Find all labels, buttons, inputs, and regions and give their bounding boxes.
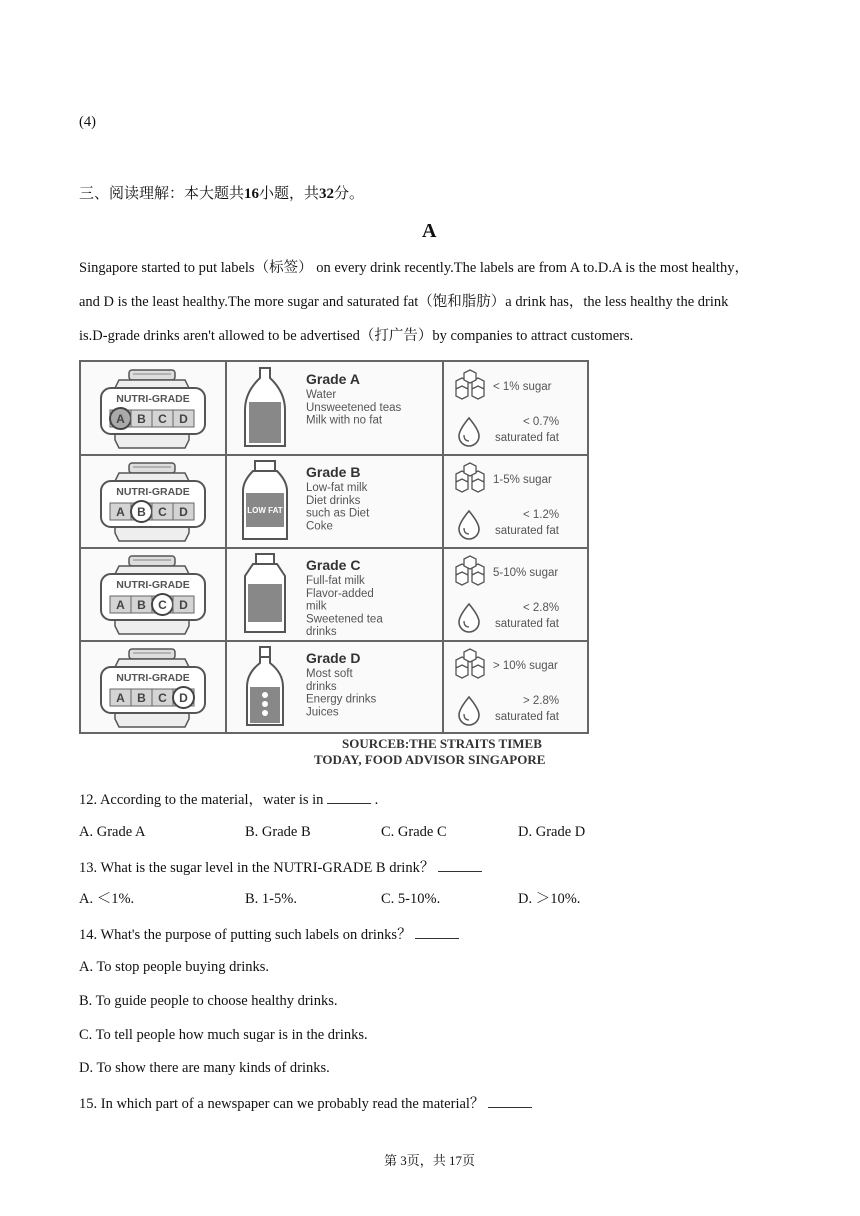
- sugar-cube: [464, 649, 476, 662]
- sugar-cube: [456, 479, 468, 492]
- sugar-cube: [464, 370, 476, 383]
- question-12-stem: [79, 791, 378, 808]
- q14-option-c: C. To tell people how much sugar is in the drinks.: [79, 1027, 368, 1043]
- grade-example-item: Most soft: [306, 668, 353, 680]
- badge-letter: A: [116, 598, 125, 612]
- answer-blank: [438, 859, 482, 872]
- nutri-grade-chart: [79, 360, 591, 770]
- badge-letter: C: [158, 412, 167, 426]
- badge-letter: C: [158, 691, 167, 705]
- sugar-cube: [472, 479, 484, 492]
- sugar-cube: [456, 665, 468, 678]
- badge-letter: A: [116, 691, 125, 705]
- q13-option-a: A. ＜1%.: [79, 891, 135, 907]
- fat-label-text: saturated fat: [495, 711, 559, 723]
- question-12-tail: .: [371, 792, 379, 808]
- sweet-drink-bottle-label: [248, 584, 282, 622]
- badge-letter: B: [137, 598, 146, 612]
- fat-level-text: < 1.2%: [523, 509, 560, 521]
- section-heading: [79, 182, 364, 203]
- question-15-stem: [79, 1095, 532, 1112]
- can-lid: [129, 370, 175, 380]
- badge-letter: A: [116, 505, 125, 519]
- q14-option-b: B. To guide people to choose healthy drinks.: [79, 993, 338, 1009]
- can-lid: [129, 463, 175, 473]
- sugar-cube: [464, 556, 476, 569]
- sugar-cube: [456, 386, 468, 399]
- sugar-level-text: < 1% sugar: [493, 381, 552, 393]
- total-points: 32: [319, 186, 335, 202]
- grade-example-item: Sweetened tea: [306, 613, 383, 626]
- sugar-level-text: > 10% sugar: [493, 660, 558, 672]
- section-heading-suffix: 分。: [334, 186, 365, 202]
- grade-example-item: Juices: [306, 706, 339, 719]
- badge-letter: C: [158, 505, 167, 519]
- question-number-marker: (4): [79, 114, 96, 130]
- question-14-text: 14. What's the purpose of putting such labels on drinks？: [79, 927, 412, 943]
- badge-title: NUTRI-GRADE: [116, 393, 190, 405]
- question-count: 16: [244, 186, 260, 202]
- badge-letter: A: [116, 412, 125, 426]
- grade-example-item: such as Diet: [306, 507, 370, 520]
- can-lid: [129, 649, 175, 659]
- sugar-level-text: 5-10% sugar: [493, 567, 559, 579]
- badge-letter: D: [179, 691, 188, 705]
- answer-blank: [327, 791, 371, 804]
- grade-title: Grade B: [306, 464, 361, 480]
- question-15-text: 15. In which part of a newspaper can we probably read the material？: [79, 1096, 485, 1112]
- grade-example-item: Low-fat milk: [306, 482, 368, 494]
- grade-example-item: Energy drinks: [306, 693, 377, 706]
- answer-blank: [415, 926, 459, 939]
- badge-letter: D: [179, 598, 188, 612]
- badge-letter: B: [137, 691, 146, 705]
- badge-letter: B: [137, 505, 146, 519]
- passage-line-2: and D is the least healthy.The more sugar and saturated fat（饱和脂肪）a drink has，the less healthy the drink: [79, 294, 729, 310]
- sugar-level-text: 1-5% sugar: [493, 474, 552, 486]
- grade-title: Grade C: [306, 557, 361, 573]
- passage-title: A: [422, 220, 437, 242]
- badge-letter: B: [137, 412, 146, 426]
- soda-bottle-cap: [260, 647, 270, 657]
- grade-example-item: Flavor-added: [306, 587, 374, 600]
- sugar-cube: [464, 463, 476, 476]
- badge-title: NUTRI-GRADE: [116, 672, 190, 684]
- fat-label-text: saturated fat: [495, 618, 559, 630]
- grade-example-item: milk: [306, 600, 327, 613]
- fat-level-text: < 2.8%: [523, 602, 560, 614]
- source-line-1: SOURCEB:THE STRAITS TIMEB: [342, 736, 542, 751]
- badge-title: NUTRI-GRADE: [116, 486, 190, 498]
- section-heading-mid: 小题，共: [259, 186, 320, 202]
- source-line-2: TODAY, FOOD ADVISOR SINGAPORE: [314, 752, 546, 767]
- nutri-grade-infographic: [79, 360, 591, 770]
- grade-example-item: Unsweetened teas: [306, 401, 402, 414]
- question-14-stem: [79, 926, 459, 943]
- grade-title: Grade D: [306, 650, 361, 666]
- sugar-cube: [472, 386, 484, 399]
- grade-title: Grade A: [306, 371, 360, 387]
- sugar-cube: [472, 572, 484, 585]
- badge-title: NUTRI-GRADE: [116, 579, 190, 591]
- badge-letter: D: [179, 412, 188, 426]
- sugar-cube: [456, 572, 468, 585]
- grade-example-item: Diet drinks: [306, 494, 361, 507]
- answer-blank: [488, 1095, 532, 1108]
- water-bottle-fill: [249, 402, 281, 443]
- q12-option-b: B. Grade B: [245, 824, 311, 840]
- section-heading-prefix: 三、阅读理解：本大题共: [79, 186, 245, 202]
- q12-option-d: D. Grade D: [518, 824, 586, 840]
- q14-option-a: A. To stop people buying drinks.: [79, 959, 270, 975]
- q14-option-d: D. To show there are many kinds of drinks.: [79, 1060, 330, 1076]
- passage-line-1: Singapore started to put labels（标签） on every drink recently.The labels are from A to.D.A is the most healthy，: [79, 260, 749, 276]
- juice-bottle-cap: [256, 554, 274, 564]
- grade-example-item: Full-fat milk: [306, 575, 365, 587]
- question-13-text: 13. What is the sugar level in the NUTRI-GRADE B drink？: [79, 860, 435, 876]
- grade-example-item: Milk with no fat: [306, 414, 383, 427]
- badge-letter: D: [179, 505, 188, 519]
- passage-line-3: is.D-grade drinks aren't allowed to be advertised（打广告）by companies to attract customers.: [79, 328, 634, 344]
- grade-example-item: Water: [306, 389, 337, 401]
- soda-bubble: [262, 710, 268, 716]
- badge-letter: C: [158, 598, 167, 612]
- bottle-label-text: LOW FAT: [247, 506, 283, 515]
- can-lid: [129, 556, 175, 566]
- q13-option-d: D. ＞10%.: [518, 891, 581, 907]
- question-13-stem: [79, 859, 482, 876]
- fat-label-text: saturated fat: [495, 525, 559, 537]
- soda-bubble: [262, 701, 268, 707]
- grade-example-item: Coke: [306, 520, 333, 533]
- fat-level-text: < 0.7%: [523, 416, 560, 428]
- q12-option-c: C. Grade C: [381, 824, 447, 840]
- page-footer: 第 3页，共 17页: [384, 1153, 476, 1168]
- soda-bubble: [262, 692, 268, 698]
- grade-example-item: drinks: [306, 680, 337, 693]
- fat-label-text: saturated fat: [495, 432, 559, 444]
- milk-bottle-cap: [255, 461, 275, 471]
- grade-example-item: drinks: [306, 626, 337, 639]
- sugar-cube: [472, 665, 484, 678]
- question-12-text: 12. According to the material，water is in: [79, 792, 324, 808]
- q12-option-a: A. Grade A: [79, 824, 146, 840]
- q13-option-c: C. 5-10%.: [381, 891, 441, 907]
- fat-level-text: > 2.8%: [523, 695, 560, 707]
- q13-option-b: B. 1-5%.: [245, 891, 297, 907]
